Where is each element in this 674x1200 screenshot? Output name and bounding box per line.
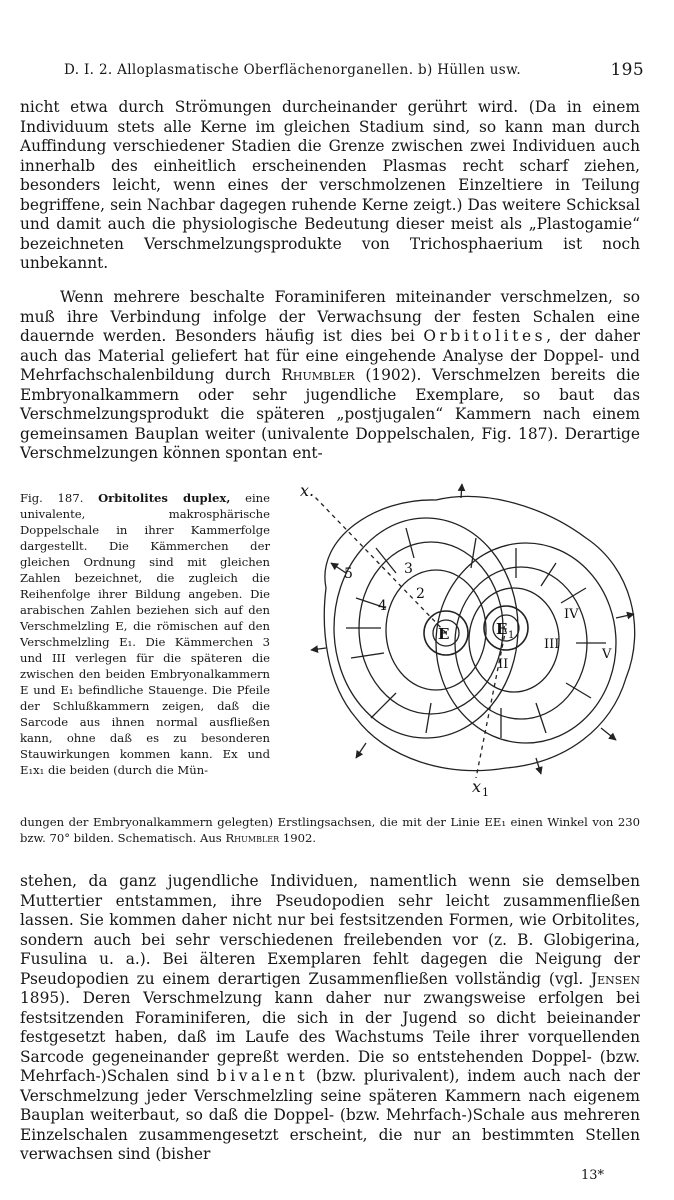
paragraph-3 <box>20 872 640 1182</box>
page-number: 195 <box>610 60 644 80</box>
figure-label: Fig. 187. <box>20 491 84 505</box>
paragraph-3-text-a: stehen, da ganz jugendliche Individuen, namentlich wenn sie demselben Muttertier entstammen, ihre Pseudopodien sehr leicht zusammenfließen lassen. Sie kommen daher nicht nur bei festsitzenden Formen, wie Orbitolites, sondern auch bei sehr verschiedenen freilebenden vor (z. B. Globigerina, Fusulina u. a.). Bei älteren Exemplaren fehlt dagegen die Neigung der Pseudopodien zu einem derartigen Zusammenfließen vollständig (vgl. <box>20 872 640 988</box>
label-x: x. <box>300 481 315 500</box>
author-rhumbler: Rhumbler <box>281 366 355 384</box>
author-jensen: Jensen <box>590 969 640 988</box>
label-E1-sub: 1 <box>508 630 515 641</box>
running-title: D. I. 2. Alloplasmatische Oberflächenorganellen. b) Hüllen usw. <box>64 62 522 78</box>
term-bivalent: bivalent <box>216 1067 309 1085</box>
label-V: V <box>602 647 612 662</box>
label-x1: x <box>472 777 482 796</box>
label-x1-sub: 1 <box>482 786 489 799</box>
label-2: 2 <box>416 586 425 602</box>
label-4: 4 <box>378 598 387 614</box>
paragraph-2-text-b: , der daher auch das Material geliefert hat für eine eingehende Analyse der Doppel- und Mehrfachschalenbildung durch <box>20 327 640 384</box>
signature-mark: 13* <box>580 1168 604 1183</box>
label-III: III <box>544 637 560 652</box>
paragraph-2-text-c: (1902). Verschmelzen bereits die Embryonalkammern oder sehr jugendliche Exemplare, so baut das Verschmelzungsprodukt die späteren „postjugalen“ Kammern nach einem gemeinsamen Bauplan weiter (univalente Doppelschalen, Fig. 187). Derartige Verschmelzungen können spontan ent- <box>20 366 640 462</box>
figure-caption-continued <box>20 814 640 846</box>
caption-tail-text: dungen der Embryonalkammern gelegten) Erstlingsachsen, die mit der Linie EE₁ einen Winkel von 230 bzw. 70° bilden. Schematisch. Aus <box>20 815 640 845</box>
label-E: E <box>438 625 450 643</box>
caption-author: Rhumbler <box>225 831 280 845</box>
figure-caption <box>20 490 270 778</box>
label-5: 5 <box>344 566 353 582</box>
paragraph-3-text-c: (bzw. plurivalent), indem auch nach der Verschmelzung jeder Verschmelzling seine späteren Kammern nach eigenem Bauplan weiterbaut, so daß die Doppel- (bzw. Mehrfach-)Schale aus mehreren Einzelschalen zusammengesetzt erscheint, die nur an bestimmten Stellen verwachsen sind (bisher <box>20 1067 640 1163</box>
species-name: Orbitolites duplex, <box>98 491 231 505</box>
caption-year: 1902. <box>279 831 317 845</box>
paragraph-3-text-b: 1895). Deren Verschmelzung kann daher nur zwangsweise erfolgen bei festsitzenden Foraminiferen, die sich in der Jugend so dicht beieinander festgesetzt haben, daß im Laufe des Wachstums Teile ihrer vorquellenden Sarcode gegeneinander gepreßt werden. Die so entstehenden Doppel- (bzw. Mehrfach-)Schalen sind <box>20 989 640 1085</box>
label-IV: IV <box>564 607 579 622</box>
orbitolites-figure <box>286 478 658 800</box>
paragraph-2-text-a: Wenn mehrere beschalte Foraminiferen miteinander verschmelzen, so muß ihre Verbindung infolge der Verwachsung der festen Schalen eine dauernde werden. Besonders häufig ist dies bei <box>20 288 640 345</box>
ring-3-left <box>386 570 486 690</box>
outer-shell-outline <box>324 496 634 770</box>
paragraph-1: nicht etwa durch Strömungen durcheinander gerührt wird. (Da in einem Individuum stets alle Kerne im gleichen Stadium sind, so kann man durch Auffindung verschiedener Stadien die Grenze zwischen zwei Individuen auch innerhalb des einheitlich erscheinenden Plasmas recht scharf ziehen, besonders leicht, wenn eines der verschmolzenen Einzeltiere in Teilung begriffene, sein Nachbar dagegen ruhende Kerne zeigt.) Das weitere Schicksal und damit auch die physiologische Bedeutung dieser meist als „Plastogamie“ bezeichneten Verschmelzungsprodukte von Trichosphaerium ist noch unbekannt. <box>20 98 640 272</box>
label-II: II <box>498 657 509 672</box>
genus-orbitolites: Orbitolites <box>423 327 547 345</box>
running-header <box>64 60 644 84</box>
label-3: 3 <box>404 561 413 577</box>
label-E1: E <box>496 620 508 638</box>
caption-main-text: eine univalente, makrosphärische Doppelschale in ihrer Kammerfolge dargestellt. Die Kämmerchen der gleichen Ordnung sind mit gleichen Zahlen bezeichnet, die zugleich die Reihenfolge ihrer Bildung angeben. Die arabischen Zahlen beziehen sich auf den Verschmelzling E, die römischen auf den Verschmelzling E₁. Die Kämmerchen 3 und III verlegen für die späteren die zwischen den beiden Embryonalkammern E und E₁ befindliche Stauenge. Die Pfeile der Schlußkammern zeigen, daß die Sarcode aus ihnen normal ausfließen kann, ohne daß es zu besonderen Stauwirkungen kommen kann. Ex und E₁x₁ die beiden (durch die Mün- <box>20 491 270 777</box>
paragraph-2 <box>20 288 640 468</box>
